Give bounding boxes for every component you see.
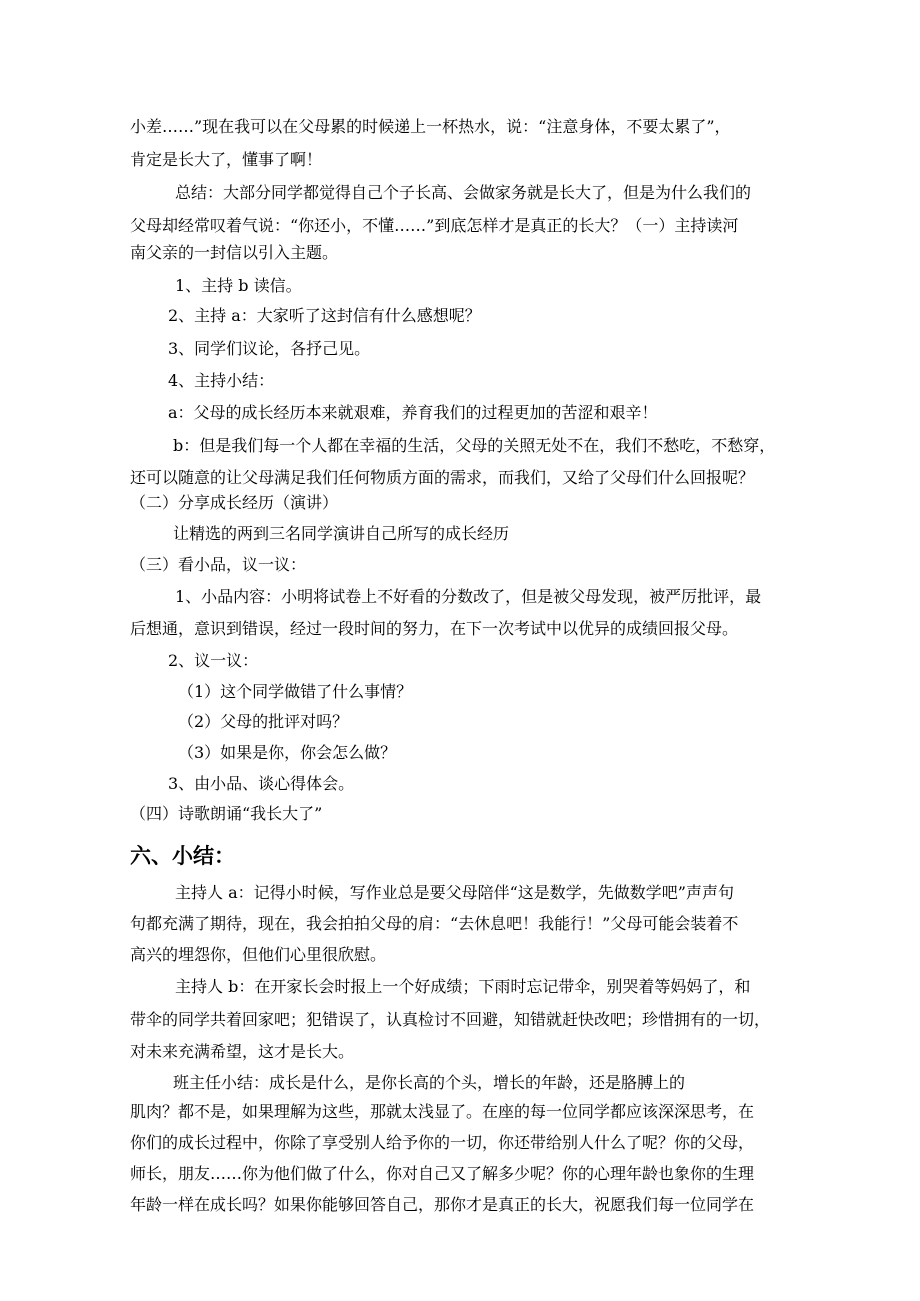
text-line: 年龄一样在成长吗？如果你能够回答自己，那你才是真正的长大，祝愿我们每一位同学在	[130, 1195, 755, 1214]
subsection-heading: （三）看小品，议一议：	[130, 555, 307, 574]
text-line: 父母却经常叹着气说：“你还小，不懂……”到底怎样才是真正的长大？（一）主持读河	[130, 216, 739, 235]
list-item: 2、议一议：	[168, 651, 259, 670]
list-item: （3）如果是你，你会怎么做？	[178, 743, 397, 762]
list-item: 4、主持小结：	[168, 371, 275, 390]
text-line: 总结：大部分同学都觉得自己个子长高、会做家务就是长大了，但是为什么我们的	[175, 183, 752, 202]
text-line: a：父母的成长经历本来就艰难，养育我们的过程更加的苦涩和艰辛！	[168, 403, 658, 422]
text-line: 肌肉？都不是，如果理解为这些，那就太浅显了。在座的每一位同学都应该深深思考，在	[130, 1102, 755, 1121]
list-item: 1、主持 b 读信。	[175, 276, 302, 295]
list-item: 1、小品内容：小明将试卷上不好看的分数改了，但是被父母发现，被严厉批评，最	[175, 587, 762, 606]
text-line: 后想通，意识到错误，经过一段时间的努力，在下一次考试中以优异的成绩回报父母。	[130, 619, 739, 638]
list-item: 2、主持 a：大家听了这封信有什么感想呢？	[168, 306, 481, 325]
text-line: 主持人 a：记得小时候，写作业总是要父母陪伴“这是数学，先做数学吧”声声句	[175, 883, 734, 902]
text-line: 带伞的同学共着回家吧；犯错误了，认真检讨不回避，知错就赶快改吧；珍惜拥有的一切，	[130, 1010, 771, 1029]
text-line: 句都充满了期待，现在，我会拍拍父母的肩：“去休息吧！我能行！”父母可能会装着不	[130, 914, 739, 933]
list-item: 3、同学们议论，各抒己见。	[168, 339, 371, 358]
subsection-heading: （四）诗歌朗诵“我长大了”	[130, 804, 323, 823]
text-line: 小差……”现在我可以在父母累的时候递上一杯热水，说：“注意身体，不要太累了”，	[130, 117, 731, 136]
section-heading: 六、小结：	[130, 844, 235, 868]
text-line: 你们的成长过程中，你除了享受别人给予你的一切，你还带给别人什么了呢？你的父母，	[130, 1133, 755, 1152]
text-line: 班主任小结：成长是什么，是你长高的个头，增长的年龄，还是胳膊上的	[173, 1073, 686, 1092]
text-line: 还可以随意的让父母满足我们任何物质方面的需求，而我们，又给了父母们什么回报呢？	[130, 468, 755, 487]
text-line: 对未来充满希望，这才是长大。	[130, 1042, 355, 1061]
list-item: （1）这个同学做错了什么事情？	[178, 682, 413, 701]
text-line: 肯定是长大了，懂事了啊！	[130, 150, 323, 169]
text-line: 主持人 b：在开家长会时报上一个好成绩；下雨时忘记带伞，别哭着等妈妈了，和	[175, 977, 751, 996]
subsection-heading: （二）分享成长经历（演讲）	[130, 493, 339, 512]
list-item: 3、由小品、谈心得体会。	[168, 774, 355, 793]
text-line: 南父亲的一封信以引入主题。	[130, 243, 339, 262]
list-item: （2）父母的批评对吗？	[178, 712, 349, 731]
text-line: b：但是我们每一个人都在幸福的生活，父母的关照无处不在，我们不愁吃，不愁穿，	[173, 436, 776, 455]
text-line: 让精选的两到三名同学演讲自己所写的成长经历	[173, 524, 510, 543]
text-line: 高兴的埋怨你，但他们心里很欣慰。	[130, 945, 387, 964]
text-line: 师长，朋友……你为他们做了什么，你对自己又了解多少呢？你的心理年龄也象你的生理	[130, 1164, 755, 1183]
